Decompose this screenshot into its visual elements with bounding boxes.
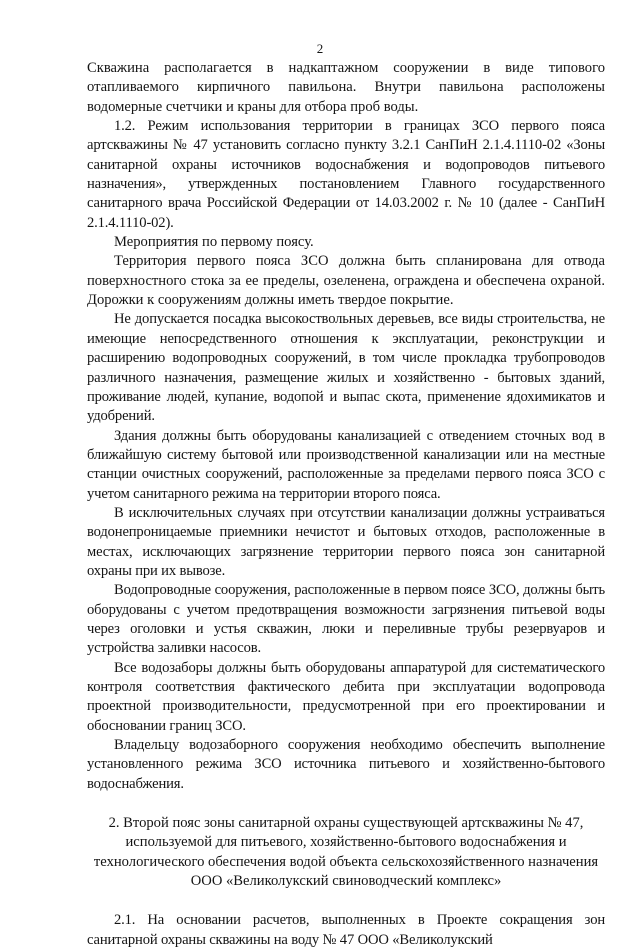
paragraph-territory-planning: Территория первого пояса ЗСО должна быть спланирована для отвода поверхностного стока за ее пределы, озеленена, ограждена и обеспечена охраной. Дорожки к сооружениям должны иметь твердое покрытие. xyxy=(87,253,605,309)
paragraph-owner-obligation: Владельцу водозаборного сооружения необходимо обеспечить выполнение установленного режима ЗСО источника питьевого и хозяйственно-бытового водоснабжения. xyxy=(87,737,605,792)
paragraph-well-description: Скважина располагается в надкаптажном сооружении в виде типового отапливаемого кирпичного павильона. Внутри павильона расположены водомерные счетчики и краны для отбора проб воды. xyxy=(87,60,605,115)
section-heading-second-zone: 2. Второй пояс зоны санитарной охраны существующей артскважины № 47, используемой для питьевого, хозяйственно-бытового водоснабжения и технологического обеспечения водой объекта сельскохозяйственного назначения ООО «Великолукский свиноводческий комплекс» xyxy=(93,815,599,890)
paragraph-sewerage: Здания должны быть оборудованы канализацией с отведением сточных вод в ближайшую систему бытовой или производственной канализации или на местные станции очистных сооружений, расположенные за пределами первого пояса ЗСО с учетом санитарного режима на территории второго пояса. xyxy=(87,427,605,502)
paragraph-exceptional-cases: В исключительных случаях при отсутствии канализации должны устраиваться водонепроницаемые приемники нечистот и бытовых отходов, расположенные в местах, исключающих загрязнение территории первого пояса зон санитарной охраны при их вывозе. xyxy=(87,504,605,579)
paragraph-water-intakes: Все водозаборы должны быть оборудованы аппаратурой для систематического контроля соответствия фактического дебита при эксплуатации водопровода проектной производительности, предусмотренной при его проектировании и обосновании границ ЗСО. xyxy=(87,659,605,734)
paragraph-first-zone-measures: Мероприятия по первому поясу. xyxy=(114,234,314,251)
paragraph-2-1-calculations: 2.1. На основании расчетов, выполненных в Проекте сокращения зон санитарной охраны скважины на воду № 47 ООО «Великолукский xyxy=(87,912,605,948)
page-number: 2 xyxy=(316,41,324,56)
paragraph-water-structures: Водопроводные сооружения, расположенные в первом поясе ЗСО, должны быть оборудованы с учетом предотвращения возможности загрязнения питьевой воды через оголовки и устья скважин, люки и переливные трубы резервуаров и устройства заливки насосов. xyxy=(87,582,605,657)
paragraph-1-2-regime: 1.2. Режим использования территории в границах ЗСО первого пояса артскважины № 47 установить согласно пункту 3.2.1 СанПиН 2.1.4.1110-02 «Зоны санитарной охраны источников водоснабжения и водопроводов питьевого назначения», утвержденных постановлением Главного государственного санитарного врача Российской Федерации от 14.03.2002 г. № 10 (далее - СанПиН 2.1.4.1110-02). xyxy=(87,118,605,231)
paragraph-prohibitions: Не допускается посадка высокоствольных деревьев, все виды строительства, не имеющие непосредственного отношения к эксплуатации, реконструкции и расширению водопроводных сооружений, в том числе прокладка трубопроводов различного назначения, размещение жилых и хозяйственно - бытовых зданий, проживание людей, купание, водопой и выпас скота, применение ядохимикатов и удобрений. xyxy=(87,311,605,425)
document-body xyxy=(87,59,605,950)
